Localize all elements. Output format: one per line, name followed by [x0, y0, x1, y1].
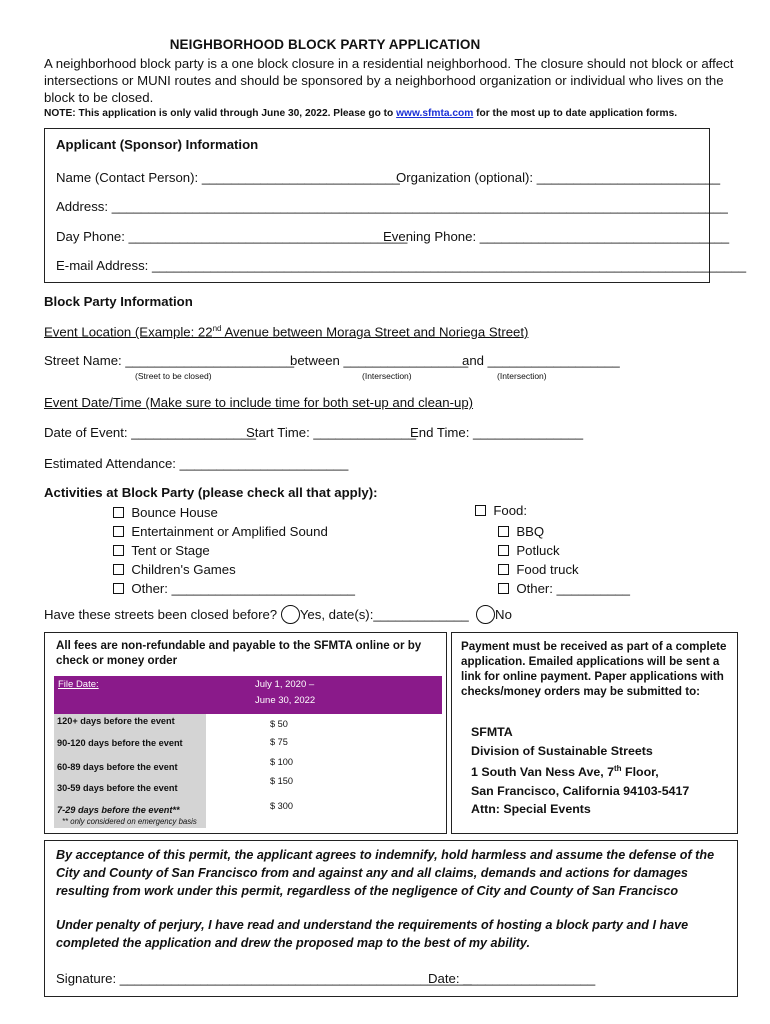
address-line: Attn: Special Events	[471, 802, 591, 817]
applicant-heading: Applicant (Sponsor) Information	[56, 137, 259, 152]
signature-field[interactable]: Signature: ________________________________________________	[56, 971, 472, 986]
no-label: No	[495, 607, 512, 622]
event-datetime-heading: Event Date/Time (Make sure to include time for both set-up and clean-up)	[44, 395, 474, 410]
checkbox[interactable]	[498, 526, 509, 537]
location-suffix: Avenue between Moraga Street and Noriega Street)	[221, 324, 529, 340]
perjury-text: Under penalty of perjury, I have read and understand the requirements of hosting a block party and I have completed the application and drew the proposed map to the best of my ability.	[56, 918, 689, 950]
checkbox[interactable]	[113, 545, 124, 556]
validity-note	[44, 108, 677, 119]
address-line: San Francisco, California 94103-5417	[471, 783, 690, 798]
fee-row-amount: $ 100	[270, 757, 293, 767]
fee-row-amount: $ 50	[270, 719, 288, 729]
fee-row-amount: $ 150	[270, 776, 293, 786]
address-field[interactable]: Address: ____________________________________________________________________________________	[56, 199, 728, 214]
address-line	[471, 760, 689, 782]
location-sup: nd	[212, 324, 222, 333]
mailing-address	[471, 723, 689, 819]
checkbox[interactable]	[498, 545, 509, 556]
food-option[interactable]	[498, 560, 630, 579]
fee-row-label: 60-89 days before the event	[57, 762, 178, 772]
fees-heading: All fees are non-refundable and payable to the SFMTA online or by check or money order	[56, 639, 422, 667]
checkbox[interactable]	[498, 583, 509, 594]
date-of-event-field[interactable]: Date of Event: _________________	[44, 425, 256, 440]
fee-footnote: ** only considered on emergency basis	[62, 817, 197, 826]
address-line-prefix: 1 South Van Ness Ave, 7	[471, 765, 615, 780]
intersection-caption-1: (Intersection)	[362, 371, 412, 381]
period-line-2: June 30, 2022	[255, 695, 316, 706]
period-line-1: July 1, 2020 –	[255, 679, 315, 690]
activity-label: Tent or Stage	[131, 543, 210, 558]
payment-instructions: Payment must be received as part of a complete application. Emailed applications will be sent a link for online payment. Paper applications with checks/money orders may be submitted to:	[461, 640, 727, 698]
fee-row-label: 120+ days before the event	[57, 716, 175, 726]
fee-row-label: 30-59 days before the event	[57, 783, 178, 793]
checkbox[interactable]	[475, 505, 486, 516]
intro-paragraph: A neighborhood block party is a one block closure in a residential neighborhood. The closure should not block or affect intersections or MUNI routes and should be sponsored by a neighborhood organization or individual who lives on the block to be closed.	[44, 56, 734, 105]
address-line: Division of Sustainable Streets	[471, 743, 653, 758]
intersection-caption-2: (Intersection)	[497, 371, 547, 381]
street-closed-caption: (Street to be closed)	[135, 371, 212, 381]
yes-radio[interactable]	[281, 605, 300, 624]
sfmta-link[interactable]: www.sfmta.com	[396, 108, 474, 119]
activity-label: Entertainment or Amplified Sound	[131, 524, 328, 539]
activity-option[interactable]	[113, 503, 355, 522]
activity-label: Children's Games	[131, 562, 236, 577]
end-time-field[interactable]: End Time: _______________	[410, 425, 584, 440]
activity-option[interactable]	[113, 541, 355, 560]
food-item-label: Food truck	[516, 562, 579, 577]
checkbox[interactable]	[113, 583, 124, 594]
checkbox[interactable]	[113, 507, 124, 518]
food-item-label: Potluck	[516, 543, 560, 558]
closed-before-question: Have these streets been closed before?	[44, 607, 278, 622]
yes-label[interactable]: Yes, date(s):_____________	[299, 607, 469, 622]
fee-table-header	[54, 676, 442, 714]
food-item-label: Other: __________	[516, 581, 630, 596]
signature-date-field[interactable]: Date: __________________	[428, 971, 596, 986]
activity-label: Bounce House	[131, 505, 218, 520]
note-text: NOTE: This application is only valid through June 30, 2022. Please go to	[44, 108, 397, 119]
fee-row-label: 7-29 days before the event**	[57, 805, 180, 815]
activity-option[interactable]	[113, 522, 355, 541]
food-option[interactable]	[498, 522, 630, 541]
address-line-suffix: Floor,	[621, 765, 659, 780]
note-text-end: for the most up to date application forms.	[473, 108, 678, 119]
attendance-field[interactable]: Estimated Attendance: _______________________	[44, 456, 349, 471]
name-field[interactable]: Name (Contact Person): ___________________________	[56, 170, 400, 185]
organization-field[interactable]: Organization (optional): _________________________	[396, 170, 721, 185]
activity-option[interactable]	[113, 579, 355, 598]
indemnify-text: By acceptance of this permit, the applicant agrees to indemnify, hold harmless and assume the defense of the City and County of San Francisco from and against any and all claims, demands and actions for damages resulting from work under this permit, regardless of the negligence of City and County of San Francisco	[56, 848, 715, 898]
fee-row-amount: $ 75	[270, 737, 288, 747]
checkbox[interactable]	[113, 564, 124, 575]
intersection-2-field[interactable]: and __________________	[462, 353, 620, 368]
food-list	[498, 522, 630, 598]
closed-before-row	[44, 605, 512, 624]
evening-phone-field[interactable]: Evening Phone: __________________________________	[383, 229, 730, 244]
checkbox[interactable]	[498, 564, 509, 575]
block-party-heading: Block Party Information	[44, 294, 193, 309]
page-title: NEIGHBORHOOD BLOCK PARTY APPLICATION	[169, 37, 481, 52]
location-prefix: Event Location (Example: 22	[44, 324, 213, 340]
food-option[interactable]	[498, 579, 630, 598]
activity-option[interactable]	[113, 560, 355, 579]
activities-heading: Activities at Block Party (please check all that apply):	[44, 485, 378, 500]
file-date-label: File Date:	[58, 679, 99, 690]
street-name-field[interactable]: Street Name: _______________________	[44, 353, 295, 368]
fee-row-amount: $ 300	[270, 801, 293, 811]
checkbox[interactable]	[113, 526, 124, 537]
day-phone-field[interactable]: Day Phone: ______________________________________	[56, 229, 408, 244]
food-option[interactable]	[498, 541, 630, 560]
no-radio[interactable]	[476, 605, 495, 624]
start-time-field[interactable]: Start Time: ______________	[246, 425, 417, 440]
food-item-label: BBQ	[516, 524, 545, 539]
activities-left-list	[113, 503, 355, 598]
intersection-1-field[interactable]: between _________________	[290, 353, 469, 368]
food-option[interactable]	[475, 503, 527, 518]
email-field[interactable]: E-mail Address: _________________________________________________________________________________	[56, 258, 747, 273]
address-line: SFMTA	[471, 725, 513, 739]
address-line-sup: th	[614, 764, 622, 773]
food-label: Food:	[493, 503, 528, 518]
activity-label: Other: _________________________	[131, 581, 355, 596]
fee-row-label: 90-120 days before the event	[57, 738, 183, 748]
event-location-heading	[44, 324, 528, 339]
